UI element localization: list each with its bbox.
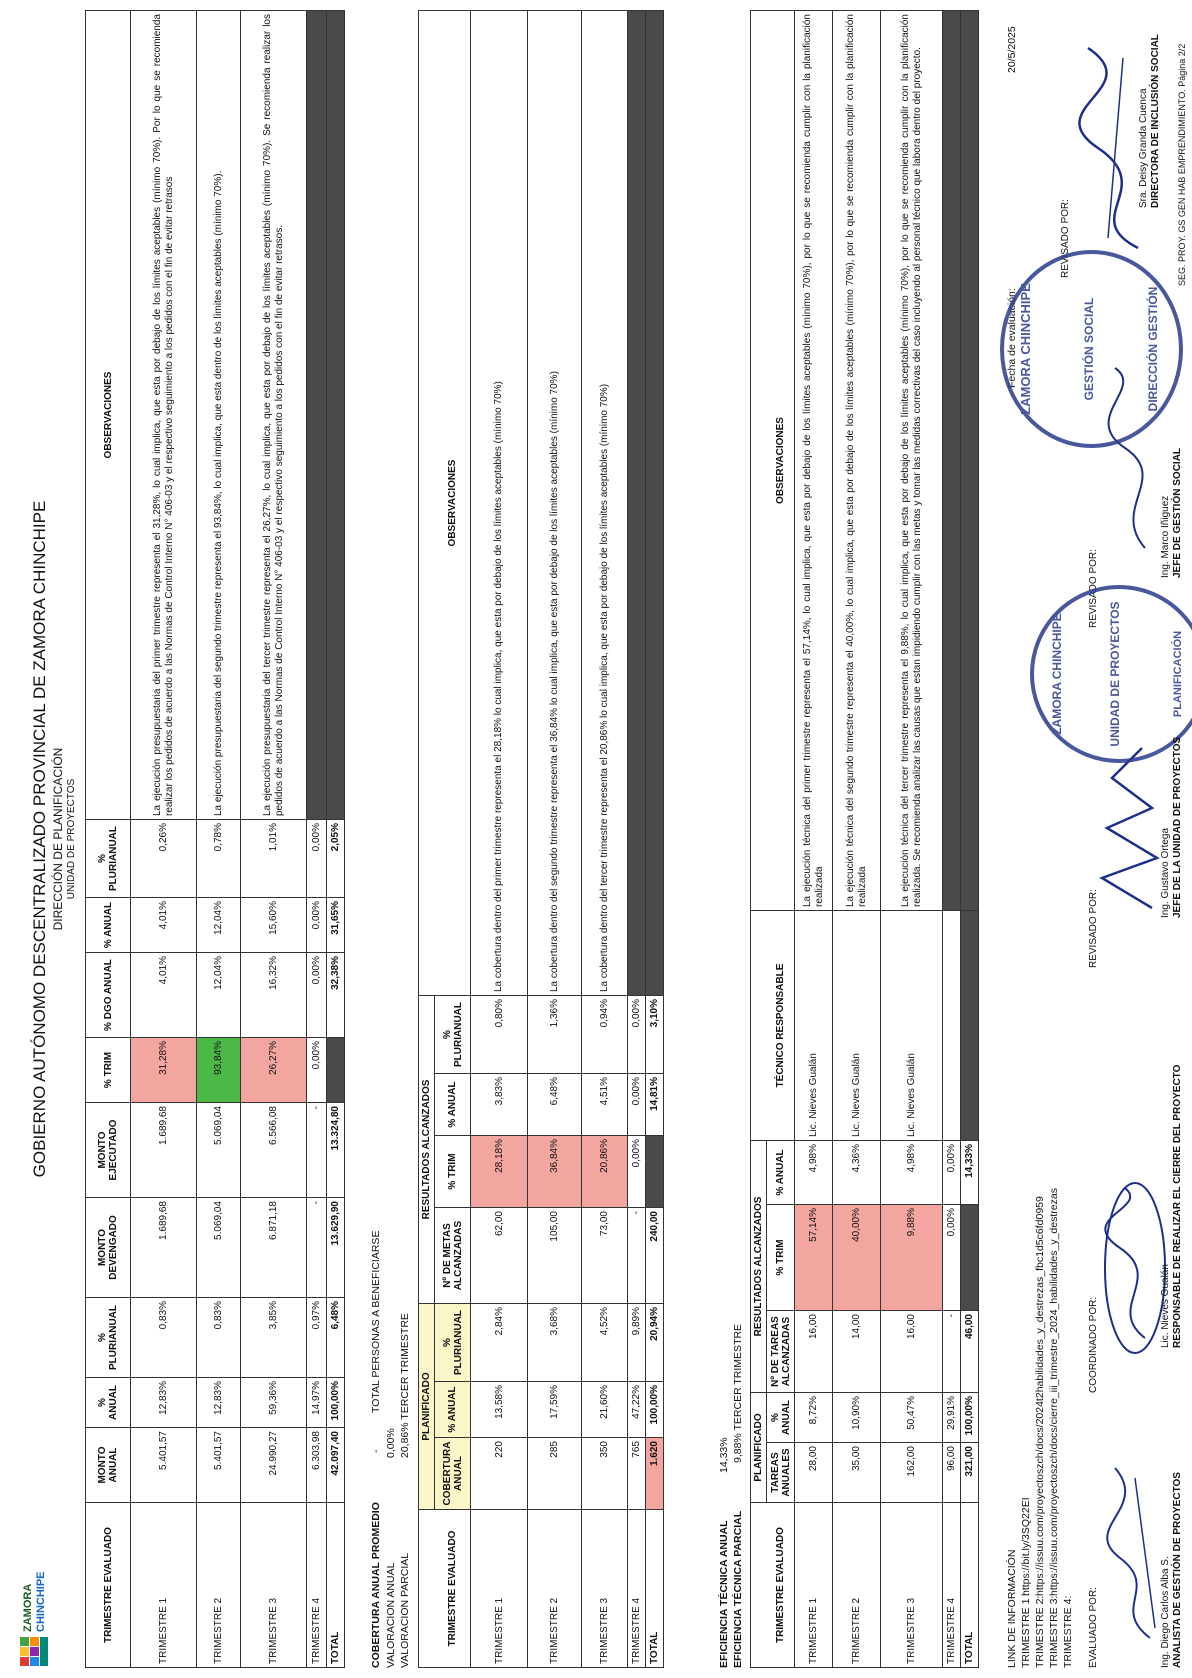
col-header: TRIMESTRE EVALUADO [767,1503,795,1668]
col-header: TÉCNICO RESPONSABLE [767,911,795,1141]
cell: 0,83% [131,1298,197,1378]
revisado1-role: JEFE DE LA UNIDAD DE PROYECTOS [1172,736,1183,918]
tech-annual: 14,33% [718,1437,730,1473]
cell: TRIMESTRE 3 [582,1510,628,1668]
technical-group-row [751,11,767,1668]
stamp-gestion-social [1000,250,1183,448]
table-row [307,11,327,1668]
cell: 1,01% [241,820,307,898]
planned-group-header: PLANIFICADO [419,1304,435,1510]
cell: 40,00% [833,1205,881,1311]
cell: La cobertura dentro del tercer trimestre representa el 20,86% lo cual implica, que esta por debajo de los límites aceptables (mínimo 70%) [582,11,628,996]
cell: 6.871,18 [241,1198,307,1298]
cell: 0,83% [197,1298,241,1378]
col-header: % ANUAL [767,1141,795,1205]
cell: 32,38% [327,953,345,1038]
table-row [582,11,628,1668]
table-row [795,11,833,1668]
col-header: COBERTURA ANUAL [435,1438,471,1510]
cell: 0,00% [307,1038,327,1103]
cell: TRIMESTRE 3 [241,1503,307,1668]
cell: 31,65% [327,898,345,953]
revisado2-label: REVISADO POR: [1088,549,1099,628]
col-header: % PLURIANUAL [435,996,471,1074]
dept-title: DIRECCIÓN DE PLANIFICACIÓN [51,747,65,931]
results-group-header: RESULTADOS ALCANZADOS [751,1141,767,1393]
cell: 100,00% [961,1393,979,1443]
budget-table [85,10,345,1668]
cell: La ejecución presupuestaria del segundo trimestre representa el 93,84%, lo cual implica, que esta dentro de los límites aceptables (mínimo 70%). [197,11,241,820]
table-row [628,11,646,1668]
cell: 12,83% [131,1378,197,1428]
cell: 31,28% [131,1038,197,1103]
table-row [131,11,197,1668]
table-row [833,11,881,1668]
cell [307,11,327,820]
cell: 10,90% [833,1393,881,1443]
val-parcial: 20,86% TERCER TRIMESTRE [399,1313,411,1458]
cell: 21,60% [582,1382,628,1438]
col-header: MONTO EJECUTADO [86,1103,131,1198]
stamp-text: UNIDAD DE PROYECTOS [1108,601,1122,747]
revisado3-name: Sra. Deisy Granda Cuenca [1138,88,1149,208]
cell: 16,00 [881,1311,943,1393]
cell: 28,18% [471,1136,528,1208]
col-header: % PLURIANUAL [86,1298,131,1378]
group-spacer [751,1503,767,1668]
cell: 5.069,04 [197,1103,241,1198]
link-url[interactable]: https://issuu.com/proyectoszch/docs/2024t2habilidades_y_destrezas_fbc1d5c6fd0959 [1034,1196,1046,1596]
stamp-text: DIRECCIÓN GESTIÓN [1146,286,1160,412]
col-header: OBSERVACIONES [435,11,471,996]
cell: - [943,1311,961,1393]
cell: 36,84% [528,1136,582,1208]
cell: 1.689,68 [131,1103,197,1198]
cell: TRIMESTRE 2 [528,1510,582,1668]
cell: 321,00 [961,1443,979,1503]
revisado2-role: JEFE DE GESTIÓN SOCIAL [1172,447,1183,578]
cell: - [307,1198,327,1298]
cell: 4,52% [582,1304,628,1382]
coverage-dash: - [370,1449,382,1453]
cell: 0,00% [307,820,327,898]
cell: La ejecución presupuestaria del tercer trimestre representa el 26,27%, lo cual implica, que esta por debajo de los límites aceptables (mínimo 70%). Se recomienda realizar los pedidos de acuerdo a las Normas de Control Interno N° 406-03 y el respectivo seguimiento a los pedidos con el fin de evitar retrasos. [241,11,307,820]
revisado1-label: REVISADO POR: [1088,889,1099,968]
cell: 4,36% [833,1141,881,1205]
cell: 1,36% [528,996,582,1074]
cell: 14,00 [833,1311,881,1393]
cell: 17,59% [528,1382,582,1438]
cell: - [628,1208,646,1304]
group-spacer [419,1510,435,1668]
cell: 6,48% [528,1074,582,1136]
cell: 1.689,68 [131,1198,197,1298]
val-parcial-label: VALORACION PARCIAL [399,1552,411,1668]
cell: 0,78% [197,820,241,898]
cell: 5.401,57 [197,1428,241,1503]
val-anual-label: VALORACION ANUAL [385,1562,397,1668]
coordinado-label: COORDINADO POR: [1088,1296,1099,1393]
budget-header-row [86,11,131,1668]
logo-text-1: ZAMORA [22,1583,34,1632]
cell: 220 [471,1438,528,1510]
cell [327,11,345,820]
col-header: TRIMESTRE EVALUADO [435,1510,471,1668]
cell: 6,48% [327,1298,345,1378]
cell [961,1205,979,1311]
cell: 13,58% [471,1382,528,1438]
cell: 6.303,98 [307,1428,327,1503]
col-header: % TRIM [767,1205,795,1311]
cell: TRIMESTRE 3 [881,1503,943,1668]
cell: 4,51% [582,1074,628,1136]
col-header: % DGO ANUAL [86,953,131,1038]
cell: 73,00 [582,1208,628,1304]
col-header: % ANUAL [435,1074,471,1136]
cell: 285 [528,1438,582,1510]
col-header: % PLURIANUAL [86,820,131,898]
cell: TOTAL [327,1503,345,1668]
cell: 9,88% [881,1205,943,1311]
technical-table [750,10,979,1668]
links-title: LINK DE INFORMACIÓN [1006,1549,1018,1668]
col-header: % TRIM [435,1136,471,1208]
col-header: Nº DE METAS ALCANZADAS [435,1208,471,1304]
cell: - [307,1103,327,1198]
col-header: MONTO DEVENGADO [86,1198,131,1298]
cell: 24.990,27 [241,1428,307,1503]
table-row [241,11,307,1668]
cell: 35,00 [833,1443,881,1503]
results-group-header: RESULTADOS ALCANZADOS [419,996,435,1304]
col-header: % PLURIANUAL [435,1304,471,1382]
cell: 15,60% [241,898,307,953]
revisado3-label: REVISADO POR: [1060,199,1071,278]
stamp-text: PLANIFICACIÓN [1172,630,1184,718]
cell: 26,27% [241,1038,307,1103]
cell: 0,00% [943,1205,961,1311]
cell: 57,14% [795,1205,833,1311]
col-header: OBSERVACIONES [86,11,131,820]
total-row [327,11,345,1668]
col-header: % ANUAL [86,1378,131,1428]
cell: 93,84% [197,1038,241,1103]
planned-group-header: PLANIFICADO [751,1393,767,1503]
cell [646,11,664,996]
stamp-text: GESTIÓN SOCIAL [1082,297,1096,401]
cell: Lic. Nieves Gualán [881,911,943,1141]
col-header: % ANUAL [435,1382,471,1438]
coverage-header-row [435,11,471,1668]
cell: 240,00 [646,1208,664,1304]
link-label: TRIMESTRE 4: [1062,1595,1074,1668]
cell: 16,32% [241,953,307,1038]
cell: 14,33% [961,1141,979,1205]
table-row [881,11,943,1668]
total-row [961,11,979,1668]
cell: 350 [582,1438,628,1510]
table-row [943,11,961,1668]
cell: 0,00% [628,996,646,1074]
col-header: OBSERVACIONES [767,11,795,911]
group-spacer [751,911,767,1141]
cell: 100,00% [327,1378,345,1428]
coverage-group-row [419,11,435,1668]
cell: 42.097,40 [327,1428,345,1503]
cell: 50,47% [881,1393,943,1443]
cell: 13.324,80 [327,1103,345,1198]
eval-date: 20/5/2025 [1006,26,1018,73]
cell: 13.629,90 [327,1198,345,1298]
cell: 2,05% [327,820,345,898]
cell: 8,72% [795,1393,833,1443]
cell: 0,00% [307,898,327,953]
link-label: TRIMESTRE 3: [1048,1595,1060,1668]
cell: TRIMESTRE 2 [833,1503,881,1668]
coverage-table [418,10,664,1668]
evaluado-label: EVALUADO POR: [1088,1587,1099,1668]
cell: 1.620 [646,1438,664,1510]
cell: 162,00 [881,1443,943,1503]
cell: 4,01% [131,953,197,1038]
cell [961,11,979,911]
cell: 2,84% [471,1304,528,1382]
cell: 20,86% [582,1136,628,1208]
cell: La ejecución presupuestaria del primer trimestre representa el 31,28%, lo cual implica, que esta por debajo de los límites aceptables (mínimo 70%). Por lo que se recomienda realizar los pedidos de acuerdo a las Normas de Control Interno N° 406-03 y el respectivo seguimiento a los pedidos con el fin de evitar retrasos [131,11,197,820]
cell [646,1136,664,1208]
cell: 0,97% [307,1298,327,1378]
cell: 3,85% [241,1298,307,1378]
cell: 14,81% [646,1074,664,1136]
cell: TRIMESTRE 1 [471,1510,528,1668]
cell [327,1038,345,1103]
cell: 14,97% [307,1378,327,1428]
cell: TRIMESTRE 4 [307,1503,327,1668]
revisado1-name: Ing. Gustavo Ortega [1160,827,1171,918]
unit-title: UNIDAD DE PROYECTOS [66,778,77,900]
cell: 12,04% [197,898,241,953]
cell: 0,00% [943,1141,961,1205]
cell: Lic. Nieves Gualán [795,911,833,1141]
cell: 0,00% [307,953,327,1038]
cell [943,911,961,1141]
page-footer: SEG. PROY. GS GEN HAB EMPRENDIMIENTO. Página 2/2 [1177,43,1187,286]
cell: 100,00% [646,1382,664,1438]
col-header: MONTO ANUAL [86,1428,131,1503]
stamp-text: ZAMORA CHINCHIPE [1050,613,1064,735]
cell: 0,00% [628,1074,646,1136]
cell: Lic. Nieves Gualán [833,911,881,1141]
revisado3-role: DIRECTORA DE INCLUSIÓN SOCIAL [1150,34,1161,208]
link-url[interactable]: https://issuu.com/proyectoszch/docs/cierre_iii_trimestre_2024_habilidades_y_destrezas [1048,1188,1060,1596]
link-url[interactable]: https://bit.ly/3SQ22EI [1020,1497,1032,1596]
cell: 0,26% [131,820,197,898]
col-header: TAREAS ANUALES [767,1443,795,1503]
technical-header-row [767,11,795,1668]
cell [961,911,979,1141]
cell: La ejecución técnica del segundo trimestre representa el 40,00%, lo cual implica, que esta por debajo de los límites aceptables (mínimo 70%), por lo que se recomienda cumplir con la planificación realizada [833,11,881,911]
cell: TRIMESTRE 1 [795,1503,833,1668]
val-anual: 0,00% [385,1428,397,1458]
cell: 29,91% [943,1393,961,1443]
cell: 16,00 [795,1311,833,1393]
cell: 12,83% [197,1378,241,1428]
link-label: TRIMESTRE 2: [1034,1595,1046,1668]
cell: 4,98% [795,1141,833,1205]
total-row [646,11,664,1668]
group-spacer [751,11,767,911]
cell: 28,00 [795,1443,833,1503]
cell: La ejecución técnica del tercer trimestre representa el 9,88%, lo cual implica, que esta por debajo de los límites aceptables (mínimo 70%), por lo que se recomienda cumplir con la planificación realizada. Se recomienda analizar las causas que estan impidiendo cumplir con las metas y tomar las medidas correctivas del caso incluyendo al personal técnico que labora dentro del proyecto. [881,11,943,911]
table-row [471,11,528,1668]
cell: TOTAL [961,1503,979,1668]
cell: 5.069,04 [197,1198,241,1298]
cell: 0,80% [471,996,528,1074]
cell: La ejecución técnica del primer trimestre representa el 57,14%, lo cual implica, que esta por debajo de los límites aceptables (mínimo 70%), por lo que se recomienda cumplir con la planificación realizada [795,11,833,911]
evaluado-name: Ing. Diego Carlos Alba S. [1160,1556,1171,1668]
group-spacer [419,11,435,996]
cell [943,11,961,911]
stamp-text: ZAMORA CHINCHIPE [1018,283,1033,415]
revisado2-name: Ing. Marco Iñiguez [1160,495,1171,578]
cell: TRIMESTRE 2 [197,1503,241,1668]
cell: 46,00 [961,1311,979,1393]
cell: TRIMESTRE 1 [131,1503,197,1668]
coordinado-role: RESPONSABLE DE REALIZAR EL CIERRE DEL PROYECTO [1172,1064,1183,1348]
stamp-unidad-proyectos [1030,585,1192,763]
coordinado-name: Lic. Nieves Gualán [1160,1264,1171,1348]
link-label: TRIMESTRE 1 : [1020,1592,1032,1668]
cell: 59,36% [241,1378,307,1428]
cell: 9,89% [628,1304,646,1382]
cell: La cobertura dentro del primer trimestre representa el 28,18% lo cual implica, que esta por debajo de los límites aceptables (mínimo 70%) [471,11,528,996]
col-header: % ANUAL [86,898,131,953]
cell: 4,01% [131,898,197,953]
cell: 3,68% [528,1304,582,1382]
cell: 62,00 [471,1208,528,1304]
cell: 12,04% [197,953,241,1038]
logo-text-2: CHINCHIPE [35,1571,47,1632]
cell: 4,98% [881,1141,943,1205]
tech-partial: 9,88% TERCER TRIMESTRE [732,1323,744,1463]
cell: 6.566,08 [241,1103,307,1198]
col-header: TRIMESTRE EVALUADO [86,1503,131,1668]
cell [628,11,646,996]
cell: La cobertura dentro del segundo trimestre representa el 36,84% lo cual implica, que esta por debajo de los límites aceptables (mínimo 70%) [528,11,582,996]
cell: 3,10% [646,996,664,1074]
cell: 3,83% [471,1074,528,1136]
evaluado-role: ANALISTA DE GESTIÓN DE PROYECTOS [1172,1472,1183,1668]
cell: 47,22% [628,1382,646,1438]
cell: TOTAL [646,1510,664,1668]
coverage-beneficiaries: TOTAL PERSONAS A BENEFICIARSE [370,1230,382,1413]
col-header: % ANUAL [767,1393,795,1443]
table-row [528,11,582,1668]
col-header: % TRIM [86,1038,131,1103]
cell: 105,00 [528,1208,582,1304]
table-row [197,11,241,1668]
col-header: Nº DE TAREAS ALCANZADAS [767,1311,795,1393]
org-title: GOBIERNO AUTÓNOMO DESCENTRALIZADO PROVINCIAL DE ZAMORA CHINCHIPE [30,500,49,1178]
cell: 96,00 [943,1443,961,1503]
cell: 20,94% [646,1304,664,1382]
cell: TRIMESTRE 4 [943,1503,961,1668]
cell: 0,94% [582,996,628,1074]
cell: 0,00% [628,1136,646,1208]
tech-partial-label: EFICIENCIA TÉCNICA PARCIAL [732,1510,744,1668]
cell: 5.401,57 [131,1428,197,1503]
cell: TRIMESTRE 4 [628,1510,646,1668]
coverage-title: COBERTURA ANUAL PROMEDIO [370,1502,382,1668]
cell: 765 [628,1438,646,1510]
eval-date-label: Fecha de evaluación: [1006,288,1018,388]
tech-annual-label: EFICIENCIA TÉCNICA ANUAL [718,1520,730,1668]
